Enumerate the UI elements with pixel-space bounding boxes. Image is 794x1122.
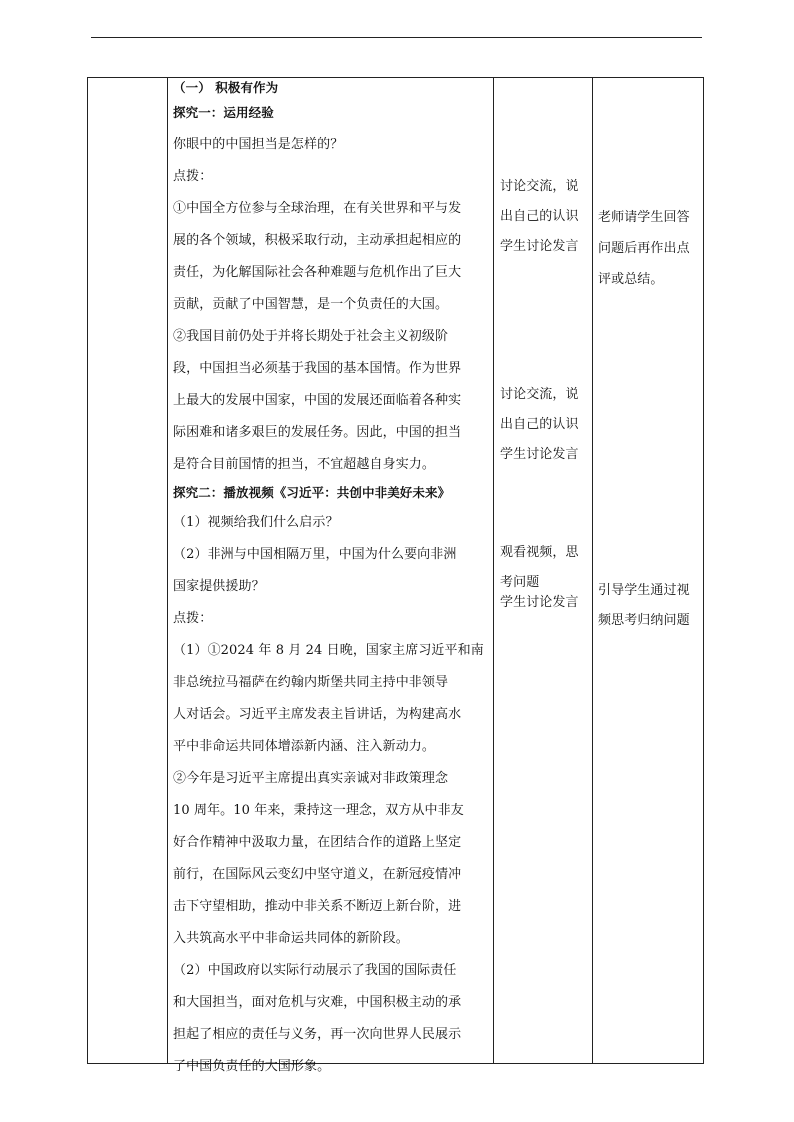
text-line: 国家提供援助？	[173, 579, 265, 594]
text-line: 上最大的发展中国家，中国的发展还面临着各种实	[173, 393, 462, 408]
inquiry-one-title: 探究一：运用经验	[173, 105, 274, 120]
text-line: 好合作精神中汲取力量，在团结合作的道路上坚定	[173, 835, 462, 850]
text-line: 讨论交流，说	[500, 179, 579, 194]
text-line: 展的各个领域，积极采取行动，主动承担起相应的	[173, 233, 462, 248]
text-line: 学生讨论发言	[500, 595, 579, 610]
text-line: 观看视频，思	[500, 545, 579, 560]
inquiry-two-question-1: （1）视频给我们什么启示？	[173, 515, 339, 530]
text-line: 老师请学生回答	[598, 210, 690, 225]
text-line: ②我国目前仍处于并将长期处于社会主义初级阶	[173, 329, 449, 344]
text-line: （2）非洲与中国相隔万里，中国为什么要向非洲	[173, 547, 457, 562]
text-line: 贡献，贡献了中国智慧，是一个负责任的大国。	[173, 297, 449, 312]
text-line: 担起了相应的责任与义务，再一次向世界人民展示	[173, 1027, 462, 1042]
text-line: 讨论交流，说	[500, 387, 579, 402]
text-line: 段，中国担当必须基于我国的基本国情。作为世界	[173, 361, 462, 376]
text-line: 了中国负责任的大国形象。	[173, 1059, 331, 1074]
text-line: 考问题	[500, 575, 540, 590]
header-rule	[91, 37, 702, 38]
student-activity-2	[500, 382, 579, 472]
inquiry-two-question-2	[173, 542, 456, 606]
text-line: ①中国全方位参与全球治理，在有关世界和平与发	[173, 201, 462, 216]
text-line: 学生讨论发言	[500, 239, 579, 254]
text-line: 入共筑高水平中非命运共同体的新阶段。	[173, 931, 409, 946]
text-line: 频思考归纳问题	[598, 613, 690, 628]
text-line: 出自己的认识	[500, 417, 579, 432]
text-line: 责任，为化解国际社会各种难题与危机作出了巨大	[173, 265, 462, 280]
text-line: 评或总结。	[598, 272, 664, 287]
text-line: 非总统拉马福萨在约翰内斯堡共同主持中非领导	[173, 675, 449, 690]
empty-column	[88, 78, 167, 1063]
text-line: 10 周年。10 年来，秉持这一理念，双方从中非友	[173, 803, 464, 818]
student-activity-1	[500, 174, 579, 264]
inquiry-one-hint-label: 点拨：	[173, 169, 213, 184]
text-line: 和大国担当，面对危机与灾难，中国积极主动的承	[173, 995, 462, 1010]
text-line: （1）①2024 年 8 月 24 日晚，国家主席习近平和南	[173, 643, 484, 658]
text-line: 出自己的认识	[500, 209, 579, 224]
text-line: ②今年是习近平主席提出真实亲诚对非政策理念	[173, 771, 449, 786]
student-activity-3	[500, 540, 579, 615]
text-line: （2）中国政府以实际行动展示了我国的国际责任	[173, 963, 457, 978]
text-line: 问题后再作出点	[598, 241, 690, 256]
student-activity-column	[493, 78, 592, 1063]
section-heading: （一） 积极有作为	[173, 80, 279, 95]
text-line: 平中非命运共同体增添新内涵、注入新动力。	[173, 739, 436, 754]
inquiry-one-hint-text	[173, 196, 461, 484]
teacher-activity-2	[598, 578, 690, 638]
text-line: 是符合目前国情的担当，不宜超越自身实力。	[173, 457, 436, 472]
content-column	[167, 78, 493, 1074]
inquiry-one-question: 你眼中的中国担当是怎样的？	[173, 137, 344, 152]
text-line: 学生讨论发言	[500, 447, 579, 462]
lesson-table	[87, 77, 704, 1074]
text-line: 人对话会。习近平主席发表主旨讲话，为构建高水	[173, 707, 462, 722]
teacher-activity-column	[592, 78, 705, 1063]
inquiry-two-title: 探究二：播放视频《习近平：共创中非美好未来》	[173, 485, 451, 500]
inquiry-two-hint-text	[173, 638, 484, 1086]
text-line: 击下守望相助，推动中非关系不断迈上新台阶，进	[173, 899, 462, 914]
text-line: 际困难和诸多艰巨的发展任务。因此，中国的担当	[173, 425, 462, 440]
teacher-activity-1	[598, 205, 690, 298]
text-line: 引导学生通过视	[598, 583, 690, 598]
text-line: 前行，在国际风云变幻中坚守道义，在新冠疫情冲	[173, 867, 462, 882]
inquiry-two-hint-label: 点拨：	[173, 611, 213, 626]
